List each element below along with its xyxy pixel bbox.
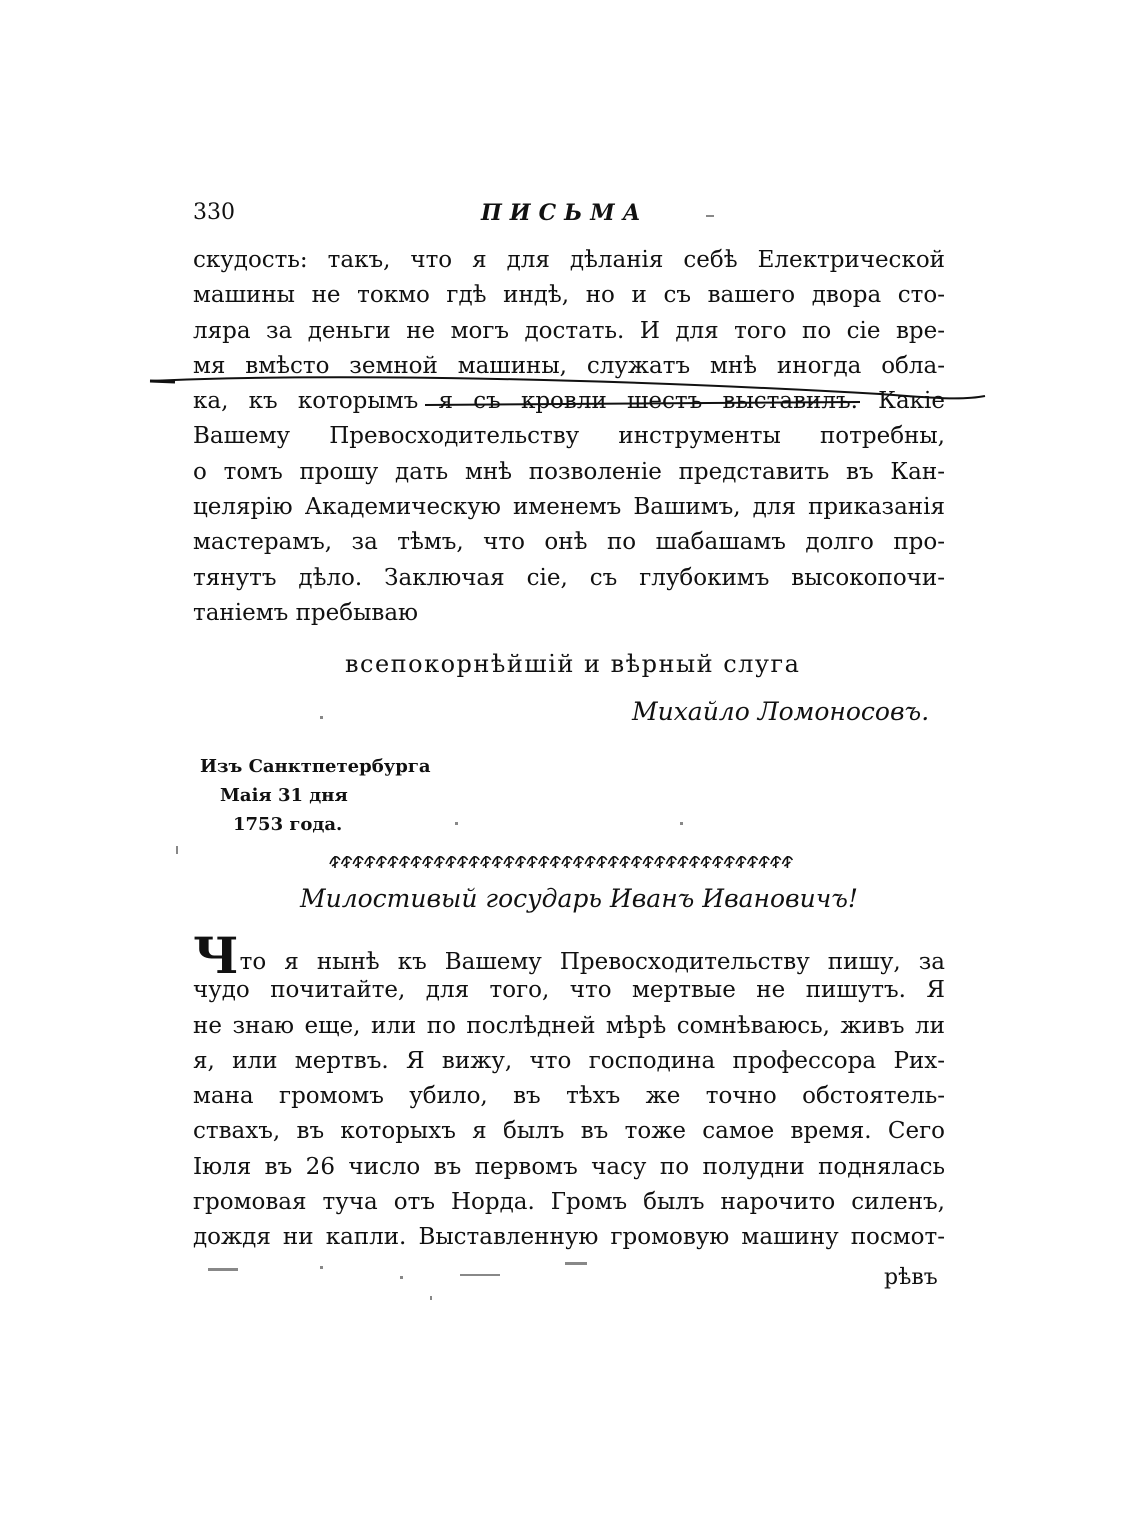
salutation: Милостивый государь Иванъ Ивановичъ!	[300, 884, 858, 913]
ornament-sprig	[585, 856, 595, 868]
text-line: мастерамъ, за тѣмъ, что онѣ по шабашамъ долго про-	[193, 529, 945, 556]
ornament-sprig	[748, 856, 758, 868]
ornament-sprig	[701, 856, 711, 868]
ornament-sprig	[400, 856, 410, 868]
text-line: таніемъ пребываю	[193, 599, 419, 626]
ornament-sprig	[632, 856, 642, 868]
ornament-sprig	[423, 856, 433, 868]
ornament-sprig	[771, 856, 781, 868]
ornament-sprig	[516, 856, 526, 868]
text-line: мя вмѣсто земной машины, служатъ мнѣ иногда обла-	[193, 352, 945, 379]
ornament-sprig	[481, 856, 491, 868]
text-line: ляра за деньги не могъ достать. И для того по сіе вре-	[193, 317, 945, 344]
text-line: мана громомъ убило, въ тѣхъ же точно обстоятель-	[193, 1083, 945, 1110]
ornament-sprig	[411, 856, 421, 868]
letter-2-body	[193, 926, 945, 1256]
dateline-day: Маія 31 дня	[220, 785, 348, 806]
ornament-sprig	[736, 856, 746, 868]
text-line: я, или мертвъ. Я вижу, что господина профессора Рих-	[193, 1047, 945, 1074]
ornament-sprig	[527, 856, 537, 868]
ornament-sprig	[597, 856, 607, 868]
dateline-year: 1753 года.	[233, 814, 343, 835]
text-line-struck: ка, къ которымъ я съ кровли шестъ выставилъ. Какіе	[193, 388, 945, 415]
text-line-first	[193, 926, 945, 985]
ornament-sprig	[446, 856, 456, 868]
ornament-sprig	[469, 856, 479, 868]
ornament-sprig	[713, 856, 723, 868]
ornament-sprig	[782, 856, 792, 868]
signature: Михайло Ломоносовъ.	[632, 697, 930, 726]
dateline-place: Изъ Санктпетербурга	[200, 756, 431, 777]
text-line: не знаю еще, или по послѣдней мѣрѣ сомнѣваюсь, живъ ли	[193, 1012, 945, 1039]
page-number: 330	[193, 200, 235, 225]
first-line-text: то я нынѣ къ Вашему Превосходительству пишу, за	[239, 949, 945, 975]
dateline	[200, 752, 431, 839]
text-line: чудо почитайте, для того, что мертвые не пишутъ. Я	[193, 977, 945, 1004]
text-line: Вашему Превосходительству инструменты потребны,	[193, 423, 945, 450]
ornament-sprig	[690, 856, 700, 868]
ornament-sprig	[353, 856, 363, 868]
ornamental-divider	[329, 848, 804, 872]
text-line: скудость: такъ, что я для дѣланія себѣ Електрической	[193, 247, 945, 273]
text-line: целярію Академическую именемъ Вашимъ, для приказанія	[193, 494, 945, 521]
ornament-sprig	[342, 856, 352, 868]
ornament-sprig	[539, 856, 549, 868]
ornament-sprig	[655, 856, 665, 868]
ornament-sprig	[724, 856, 734, 868]
ornament-sprig	[492, 856, 502, 868]
ornament-sprig	[504, 856, 514, 868]
ornament-sprig	[330, 856, 340, 868]
ornament-sprig	[550, 856, 560, 868]
ornament-sprig	[365, 856, 375, 868]
ornament-sprig	[562, 856, 572, 868]
closing-phrase: всепокорнѣйшій и вѣрный слуга	[345, 650, 801, 678]
text-line: машины не токмо гдѣ индѣ, но и съ вашего двора сто-	[193, 282, 945, 309]
ornament-sprig	[458, 856, 468, 868]
ornament-sprig	[678, 856, 688, 868]
ornament-sprig	[620, 856, 630, 868]
ornament-sprig	[388, 856, 398, 868]
text-line: тянутъ дѣло. Заключая сіе, съ глубокимъ высокопочи-	[193, 564, 945, 591]
ornament-sprig	[643, 856, 653, 868]
ornament-sprig	[608, 856, 618, 868]
text-line: ствахъ, въ которыхъ я былъ въ тоже самое время. Сего	[193, 1118, 945, 1145]
ornament-sprig	[376, 856, 386, 868]
text-line: громовая туча отъ Норда. Громъ былъ нарочито силенъ,	[193, 1189, 945, 1216]
ornament-sprig	[759, 856, 769, 868]
text-line: Іюля въ 26 число въ первомъ часу по полудни поднялась	[193, 1153, 945, 1180]
ornament-sprig	[434, 856, 444, 868]
ornament-sprig	[666, 856, 676, 868]
catchword: рѣвъ	[884, 1265, 938, 1290]
text-line: дождя ни капли. Выставленную громовую машину посмот-	[193, 1224, 945, 1251]
drop-cap: Ч	[193, 926, 239, 985]
ornament-sprig	[574, 856, 584, 868]
text-line: о томъ прошу дать мнѣ позволеніе представить въ Кан-	[193, 458, 945, 485]
running-head: ПИСЬМА	[481, 200, 649, 226]
